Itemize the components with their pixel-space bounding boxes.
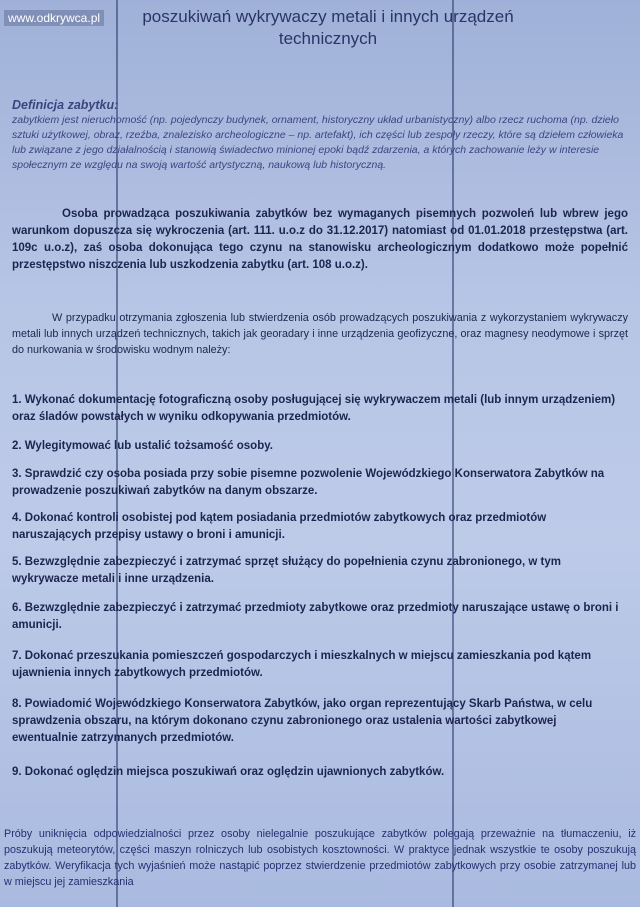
- document-header: poszukiwań wykrywaczy metali i innych urządzeń technicznych: [142, 7, 514, 48]
- paragraph-penalties: Osoba prowadząca poszukiwania zabytków bez wymaganych pisemnych pozwoleń lub wbrew jego warunkom dopuszcza się wykroczenia (art. 111. u.o.z do 31.12.2017) natomiast od 01.01.2018 przestępstwa (art. 109c u.o.z), zaś osoba dokonująca tego czynu na stanowisku archeologicznym dodatkowo może popełnić przestępstwo niszczenia lub uszkodzenia zabytku (art. 108 u.o.z).: [12, 208, 628, 271]
- step-item: 7. Dokonać przeszukania pomieszczeń gospodarczych i mieszkalnych w miejscu zamieszkania pod kątem ujawnienia innych zabytkowych przedmiotów.: [12, 650, 592, 679]
- step-item: 2. Wylegitymować lub ustalić tożsamość osoby.: [12, 440, 273, 452]
- step-item: 9. Dokonać oględzin miejsca poszukiwań oraz oględzin ujawnionych zabytków.: [12, 766, 445, 778]
- site-watermark: www.odkrywca.pl: [4, 10, 104, 26]
- definition-section: [12, 98, 630, 173]
- step-item: 1. Wykonać dokumentację fotograficzną osoby posługującej się wykrywaczem metali (lub innym urządzeniem) oraz śladów powstałych w wyniku odkopywania przedmiotów.: [12, 394, 616, 423]
- step-item: 4. Dokonać kontroli osobistej pod kątem posiadania przedmiotów zabytkowych oraz przedmiotów naruszających przepisy ustawy o broni i amunicji.: [12, 512, 547, 541]
- definition-text: zabytkiem jest nieruchomość (np. pojedynczy budynek, ornament, historyczny układ urbanistyczny) albo rzecz ruchoma (np. dzieło sztuki użytkowej, obraz, rzeźba, znalezisko archeologiczne – np. artefakt), ich części lub zespoły rzeczy, które są dziełem człowieka lub związane z jego działalnością i stanowią świadectwo minionej epoki bądź zdarzenia, a których zachowanie leży w interesie społecznym ze względu na swoją wartość artystyczną, naukową lub historyczną.: [12, 114, 624, 171]
- step-item: 8. Powiadomić Wojewódzkiego Konserwatora Zabytków, jako organ reprezentujący Skarb Państwa, w celu sprawdzenia obszaru, na którym dokonano czynu zabronionego oraz ustalenia wartości zabytkowej ewentualnie zatrzymanych przedmiotów.: [12, 698, 593, 744]
- step-item: 5. Bezwzględnie zabezpieczyć i zatrzymać sprzęt służący do popełnienia czynu zabronionego, w tym wykrywacze metali i inne urządzenia.: [12, 556, 561, 585]
- step-item: 6. Bezwzględnie zabezpieczyć i zatrzymać przedmioty zabytkowe oraz przedmioty naruszające ustawę o broni i amunicji.: [12, 602, 619, 631]
- step-item: 3. Sprawdzić czy osoba posiada przy sobie pisemne pozwolenie Wojewódzkiego Konserwatora Zabytków na prowadzenie poszukiwań zabytków na danym obszarze.: [12, 468, 605, 497]
- paragraph-procedure-intro: W przypadku otrzymania zgłoszenia lub stwierdzenia osób prowadzących poszukiwania z wykorzystaniem wykrywaczy metali lub innych urządzeń technicznych, takich jak georadary i inne urządzenia geofizyczne, oraz magnesy neodymowe i sprzęt do nurkowania w środowisku wodnym należy:: [12, 312, 628, 356]
- footer-paragraph: Próby uniknięcia odpowiedzialności przez osoby nielegalnie poszukujące zabytków polegają przeważnie na tłumaczeniu, iż poszukują meteorytów, części maszyn rolniczych lub osobistych kosztowności. W praktyce jednak wszystkie te osoby poszukują zabytków. Weryfikacja tych wyjaśnień może nastąpić poprzez stwierdzenie przedmiotów zabytkowych przy osobie zatrzymanej lub w miejscu jej zamieszkania: [4, 828, 636, 888]
- definition-title: Definicja zabytku:: [12, 98, 119, 112]
